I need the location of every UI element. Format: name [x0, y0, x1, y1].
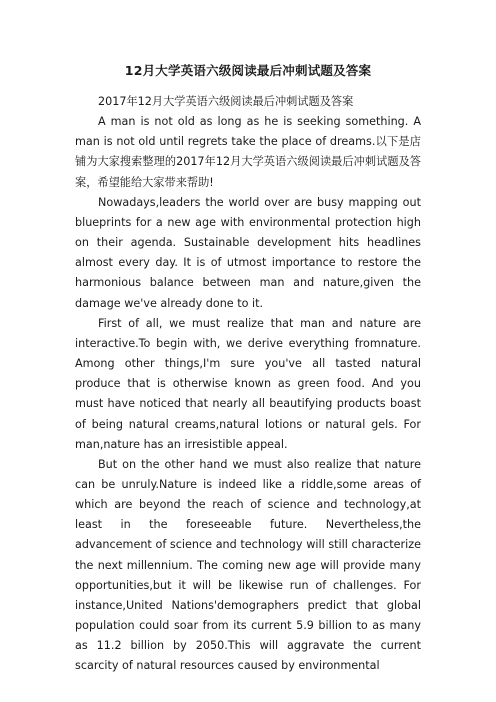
document-title: 12月大学英语六级阅读最后冲刺试题及答案 [124, 63, 372, 78]
body-paragraph: But on the other hand we must also realize that nature can be unruly.Nature is indeed like a riddle,some areas of which are beyond the reach of science and technology,at least in the foreseeable future. Nevertheless,the advancement of science and technology will still characterize the next millennium. The coming new age will provide many opportunities,but it will be likewise run of challenges. For instance,United Nations'demographers predict that global population could soar from its current 5.9 billion to as many as 11.2 billion by 2050.This will aggravate the current scarcity of natural resources caused by environmental [75, 457, 421, 673]
subtitle-paragraph: 2017年12月大学英语六级阅读最后冲刺试题及答案 [98, 95, 354, 108]
body-paragraph: Nowadays,leaders the world over are busy mapping out blueprints for a new age with environmental protection high on their agenda. Sustainable development hits headlines almost every day. It is of utmost importance to restore the harmonious balance between man and nature,given the damage we've already done to it. [75, 195, 421, 310]
body-paragraph: First of all, we must realize that man and nature are interactive.To begin with, we derive everything fromnature. Among other things,I'm sure you've all tasted natural produce that is otherwise known as green food. And you must have noticed that nearly all beautifying products boast of being natural creams,natural lotions or natural gels. For man,nature has an irresistible appeal. [75, 316, 421, 451]
document-body [75, 92, 421, 677]
intro-paragraph: A man is not old as long as he is seeking something. A man is not old until regrets take the place of dreams.以下是店铺为大家搜索整理的2017年12月大学英语六级阅读最后冲刺试题及答案，希望能给大家带来帮助! [75, 115, 421, 189]
